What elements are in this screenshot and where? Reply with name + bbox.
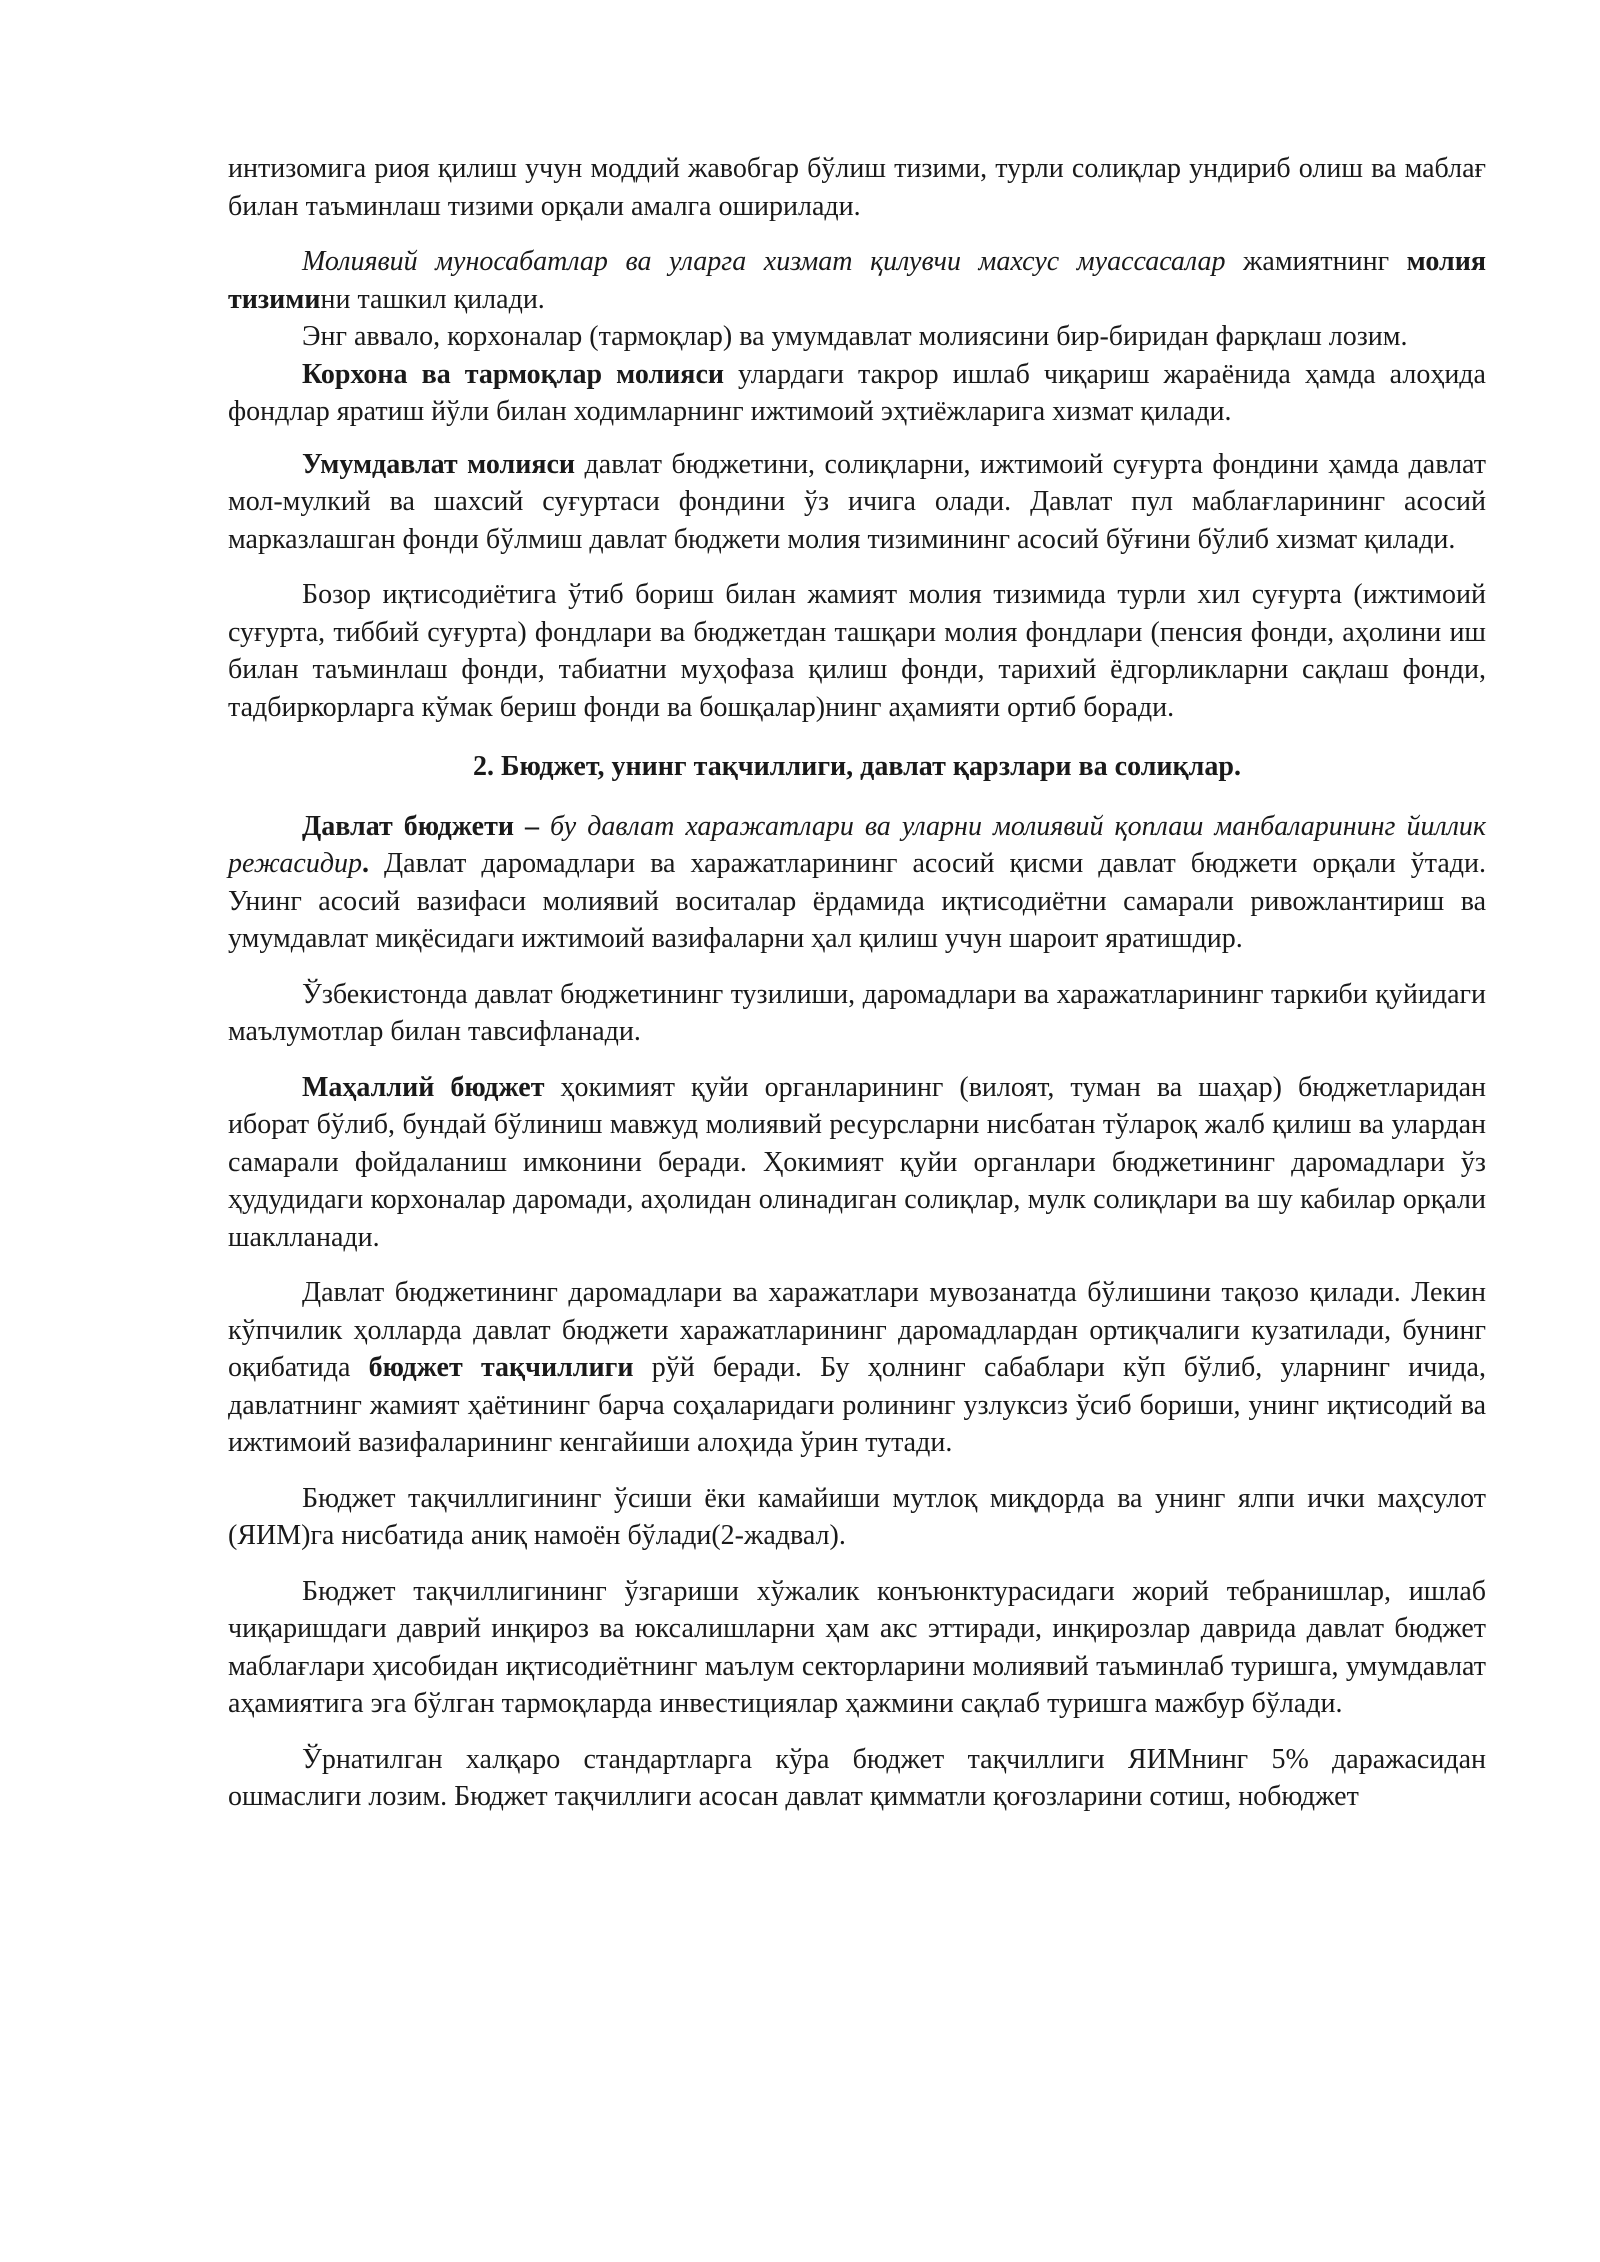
paragraph-8-text: Ўзбекистонда давлат бюджетининг тузилиши, даромадлари ва харажатларининг таркиби қуйидаги маълумотлар билан тавсифланади. (228, 978, 1486, 1047)
paragraph-1-text: интизомига риоя қилиш учун моддий жавобгар бўлиш тизими, турли солиқлар ундириб олиш ва маблағ билан таъминлаш тизими орқали амалга оширилади. (228, 153, 1486, 222)
paragraph-2-bold: молия тизими (228, 246, 1486, 315)
paragraph-7-text: Давлат даромадлари ва харажатларининг асосий қисми давлат бюджети орқали ўтади. Унинг асосий вазифаси молиявий воситалар ёрдамида иқтисодиётни самарали ривожлантириш ва умумдавлат миқёсидаги ижтимоий вазифаларни ҳал қилиш учун шароит яратишдир. (228, 848, 1486, 954)
paragraph-7 (228, 808, 1486, 958)
paragraph-2-italic: Молиявий муносабатлар ва уларга хизмат қилувчи махсус муассасалар (302, 246, 1226, 277)
paragraph-10-bold: бюджет тақчиллиги (368, 1352, 634, 1383)
paragraph-5-bold: Умумдавлат молияси (302, 448, 576, 480)
paragraph-13-text: Ўрнатилган халқаро стандартларга кўра бюджет тақчиллиги ЯИМнинг 5% даражасидан ошмаслиги лозим. Бюджет тақчиллиги асосан давлат қимматли қоғозларини сотиш, нобюджет (228, 1743, 1486, 1812)
paragraph-3-text: Энг аввало, корхоналар (тармоқлар) ва умумдавлат молиясини бир-биридан фарқлаш лозим. (302, 321, 1408, 352)
paragraph-2 (228, 243, 1486, 318)
paragraph-6 (228, 576, 1486, 726)
paragraph-4-text: улардаги такрор ишлаб чиқариш жараёнида ҳамда алоҳида фондлар яратиш йўли билан ходимларнинг ижтимоий эҳтиёжларига хизмат қилади. (228, 358, 1486, 427)
paragraph-2-text2: ни ташкил қилади. (320, 283, 545, 315)
paragraph-10-text2: рўй беради. Бу ҳолнинг сабаблари кўп бўлиб, уларнинг ичида, давлатнинг жамият ҳаётининг барча соҳаларидаги ролининг узлуксиз ўсиб бориши, унинг иқтисодий ва ижтимоий вазифаларининг кенгайиши алоҳида ўрин тутади. (228, 1352, 1486, 1458)
paragraph-12-text: Бюджет тақчиллигининг ўзгариши хўжалик конъюнктурасидаги жорий тебранишлар, ишлаб чиқаришдаги даврий инқироз ва юксалишларни ҳам акс эттиради, инқирозлар даврида давлат бюджет маблағлари ҳисобидан иқтисодиётнинг маълум секторларини молиявий таъминлаб туришга, умумдавлат аҳамиятига эга бўлган тармоқларда инвестициялар ҳажмини сақлаб туришга мажбур бўлади. (228, 1575, 1486, 1719)
paragraph-4-bold: Корхона ва тармоқлар молияси (302, 358, 724, 390)
paragraph-8 (228, 976, 1486, 1051)
paragraph-12 (228, 1573, 1486, 1723)
paragraph-7-italic: бу давлат харажатлари ва уларни молиявий қоплаш манбаларининг йиллик режасидир (228, 810, 1486, 879)
paragraph-10-text1: Давлат бюджетининг даромадлари ва харажатлари мувозанатда бўлишини тақозо қилади. Лекин кўпчилик ҳолларда давлат бюджети харажатларининг даромадлардан ортиқчалиги кузатилади, бунинг оқибатида (228, 1277, 1486, 1383)
paragraph-7-bolddot: . (362, 848, 369, 879)
paragraph-6-text: Бозор иқтисодиётига ўтиб бориш билан жамият молия тизимида турли хил суғурта (ижтимоий суғурта, тиббий суғурта) фондлари ва бюджетдан ташқари молия фондлари (пенсия фонди, аҳолини иш билан таъминлаш фонди, табиатни муҳофаза қилиш фонди, тарихий ёдгорликларни сақлаш фонди, тадбиркорларга кўмак бериш фонди ва бошқалар)нинг аҳамияти ортиб боради. (228, 579, 1486, 723)
paragraph-4 (228, 356, 1486, 431)
paragraph-3 (228, 318, 1486, 356)
paragraph-7-bold: Давлат бюджети – (302, 810, 540, 842)
paragraph-2-text1: жамиятнинг (1225, 246, 1407, 277)
paragraph-10 (228, 1274, 1486, 1462)
paragraph-13 (228, 1741, 1486, 1816)
paragraph-11-text: Бюджет тақчиллигининг ўсиши ёки камайиши мутлоқ миқдорда ва унинг ялпи ички маҳсулот (ЯИМ)га нисбатида аниқ намоён бўлади(2-жадвал). (228, 1482, 1486, 1551)
paragraph-9-text: ҳокимият қуйи органларининг (вилоят, туман ва шаҳар) бюджетларидан иборат бўлиб, бундай бўлиниш мавжуд молиявий ресурсларни нисбатан тўлароқ жалб қилиш ва улардан самарали фойдаланиш имконини беради. Ҳокимият қуйи органлари бюджетининг даромадлари ўз ҳудудидаги корхоналар даромади, аҳолидан олинадиган солиқлар, мулк солиқлари ва шу кабилар орқали шаклланади. (228, 1071, 1486, 1253)
paragraph-11 (228, 1480, 1486, 1555)
paragraph-5 (228, 446, 1486, 559)
paragraph-1 (228, 150, 1486, 225)
section-heading: 2. Бюджет, унинг тақчиллиги, давлат қарзлари ва солиқлар. (473, 751, 1241, 782)
paragraph-9-bold: Маҳаллий бюджет (302, 1071, 545, 1103)
paragraph-5-text: давлат бюджетини, солиқларни, ижтимоий суғурта фондини ҳамда давлат мол-мулкий ва шахсий суғуртаси фондини ўз ичига олади. Давлат пул маблағларининг асосий марказлашган фонди бўлмиш давлат бюджети молия тизимининг асосий бўғини бўлиб хизмат қилади. (228, 448, 1486, 555)
paragraph-9 (228, 1069, 1486, 1257)
